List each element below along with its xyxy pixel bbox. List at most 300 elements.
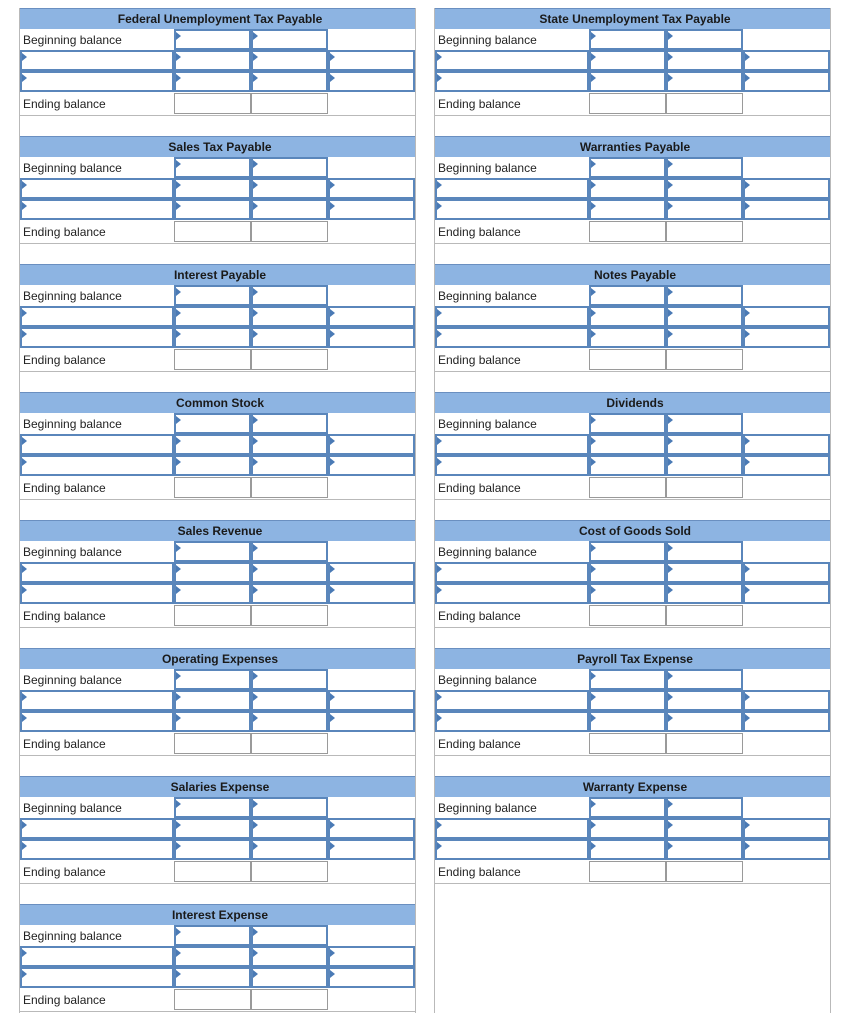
dropdown-arrow-icon xyxy=(591,288,596,296)
account-name-select[interactable] xyxy=(20,199,174,220)
account-header xyxy=(435,520,830,541)
account-name-select[interactable] xyxy=(435,71,589,92)
account-header xyxy=(20,648,415,669)
account-name-select[interactable] xyxy=(435,455,589,476)
entry-row xyxy=(20,967,415,988)
dropdown-arrow-icon xyxy=(22,202,27,210)
dropdown-arrow-icon xyxy=(253,800,258,808)
account-title: Notes Payable xyxy=(593,268,677,282)
credit-input[interactable] xyxy=(251,327,328,348)
account-name-select[interactable] xyxy=(435,839,589,860)
dropdown-arrow-icon xyxy=(22,714,27,722)
dropdown-arrow-icon xyxy=(330,202,335,210)
debit-input[interactable] xyxy=(174,818,251,839)
account-name-select[interactable] xyxy=(20,818,174,839)
debit-input[interactable] xyxy=(589,839,666,860)
dropdown-arrow-icon xyxy=(591,160,596,168)
account-name-select[interactable] xyxy=(435,562,589,583)
credit-input[interactable] xyxy=(251,178,328,199)
beginning-debit-input[interactable] xyxy=(174,413,251,434)
ending-balance-label: Ending balance xyxy=(23,225,106,239)
account-title: State Unemployment Tax Payable xyxy=(539,12,731,26)
account-name-select[interactable] xyxy=(20,583,174,604)
account-header xyxy=(435,776,830,797)
dropdown-arrow-icon xyxy=(176,288,181,296)
beginning-balance-label: Beginning balance xyxy=(23,161,122,175)
dropdown-arrow-icon xyxy=(253,53,258,61)
dropdown-arrow-icon xyxy=(437,53,442,61)
debit-input[interactable] xyxy=(174,455,251,476)
credit-input[interactable] xyxy=(666,711,743,732)
entry-row xyxy=(20,562,415,583)
dropdown-arrow-icon xyxy=(176,800,181,808)
debit-input[interactable] xyxy=(174,306,251,327)
entry-row xyxy=(435,690,830,711)
amount-input[interactable] xyxy=(328,839,415,860)
beginning-credit-input[interactable] xyxy=(666,29,743,50)
beginning-debit-input[interactable] xyxy=(589,797,666,818)
dropdown-arrow-icon xyxy=(330,586,335,594)
beginning-debit-input[interactable] xyxy=(589,285,666,306)
amount-input[interactable] xyxy=(328,583,415,604)
credit-input[interactable] xyxy=(666,327,743,348)
ending-balance-row xyxy=(435,221,830,242)
debit-input[interactable] xyxy=(589,71,666,92)
beginning-balance-row xyxy=(20,541,415,562)
row-divider xyxy=(20,755,415,756)
row-divider xyxy=(20,499,415,500)
account-header xyxy=(20,776,415,797)
debit-input[interactable] xyxy=(589,178,666,199)
beginning-credit-input[interactable] xyxy=(251,413,328,434)
account-name-select[interactable] xyxy=(20,711,174,732)
account-name-select[interactable] xyxy=(435,327,589,348)
entry-row xyxy=(435,711,830,732)
beginning-credit-input[interactable] xyxy=(251,797,328,818)
credit-input[interactable] xyxy=(666,455,743,476)
debit-input[interactable] xyxy=(174,946,251,967)
account-name-select[interactable] xyxy=(435,306,589,327)
entry-row xyxy=(20,455,415,476)
beginning-credit-input[interactable] xyxy=(666,541,743,562)
ending-debit-field xyxy=(174,605,251,626)
account-name-select[interactable] xyxy=(20,455,174,476)
debit-input[interactable] xyxy=(174,562,251,583)
credit-input[interactable] xyxy=(666,818,743,839)
row-divider xyxy=(20,371,415,372)
ending-balance-label: Ending balance xyxy=(23,97,106,111)
amount-input[interactable] xyxy=(743,327,830,348)
amount-input[interactable] xyxy=(328,967,415,988)
amount-input[interactable] xyxy=(743,50,830,71)
credit-input[interactable] xyxy=(666,839,743,860)
ending-balance-label: Ending balance xyxy=(438,865,521,879)
account-name-select[interactable] xyxy=(435,178,589,199)
dropdown-arrow-icon xyxy=(330,821,335,829)
account-title: Sales Revenue xyxy=(177,524,263,538)
dropdown-arrow-icon xyxy=(330,693,335,701)
amount-input[interactable] xyxy=(743,455,830,476)
amount-input[interactable] xyxy=(328,818,415,839)
dropdown-arrow-icon xyxy=(330,458,335,466)
debit-input[interactable] xyxy=(174,178,251,199)
dropdown-arrow-icon xyxy=(22,437,27,445)
account-title: Interest Payable xyxy=(173,268,267,282)
entry-row xyxy=(435,327,830,348)
beginning-debit-input[interactable] xyxy=(174,157,251,178)
account-title: Warranties Payable xyxy=(579,140,691,154)
beginning-balance-label: Beginning balance xyxy=(438,161,537,175)
dropdown-arrow-icon xyxy=(253,160,258,168)
beginning-credit-input[interactable] xyxy=(251,925,328,946)
beginning-balance-label: Beginning balance xyxy=(23,673,122,687)
credit-input[interactable] xyxy=(666,71,743,92)
dropdown-arrow-icon xyxy=(253,458,258,466)
dropdown-arrow-icon xyxy=(745,821,750,829)
dropdown-arrow-icon xyxy=(668,821,673,829)
dropdown-arrow-icon xyxy=(668,458,673,466)
beginning-balance-label: Beginning balance xyxy=(438,673,537,687)
amount-input[interactable] xyxy=(743,199,830,220)
account-name-select[interactable] xyxy=(435,199,589,220)
ending-debit-field xyxy=(589,861,666,882)
amount-input[interactable] xyxy=(328,71,415,92)
account-name-select[interactable] xyxy=(435,50,589,71)
account-name-select[interactable] xyxy=(435,434,589,455)
account-name-select[interactable] xyxy=(20,327,174,348)
dropdown-arrow-icon xyxy=(745,181,750,189)
beginning-balance-label: Beginning balance xyxy=(23,801,122,815)
amount-input[interactable] xyxy=(328,306,415,327)
column-border xyxy=(434,8,435,1013)
credit-input[interactable] xyxy=(666,199,743,220)
beginning-balance-label: Beginning balance xyxy=(23,929,122,943)
dropdown-arrow-icon xyxy=(668,74,673,82)
credit-input[interactable] xyxy=(251,690,328,711)
debit-input[interactable] xyxy=(589,818,666,839)
entry-row xyxy=(435,583,830,604)
debit-input[interactable] xyxy=(589,306,666,327)
beginning-credit-input[interactable] xyxy=(666,413,743,434)
credit-input[interactable] xyxy=(251,199,328,220)
entry-row xyxy=(20,711,415,732)
beginning-balance-label: Beginning balance xyxy=(438,545,537,559)
account-name-select[interactable] xyxy=(20,839,174,860)
entry-row xyxy=(435,839,830,860)
amount-input[interactable] xyxy=(743,306,830,327)
dropdown-arrow-icon xyxy=(253,202,258,210)
dropdown-arrow-icon xyxy=(668,842,673,850)
dropdown-arrow-icon xyxy=(668,288,673,296)
credit-input[interactable] xyxy=(251,306,328,327)
debit-input[interactable] xyxy=(589,50,666,71)
t-account xyxy=(20,264,415,392)
dropdown-arrow-icon xyxy=(745,330,750,338)
credit-input[interactable] xyxy=(666,178,743,199)
beginning-balance-row xyxy=(20,413,415,434)
beginning-credit-input[interactable] xyxy=(251,157,328,178)
amount-input[interactable] xyxy=(743,434,830,455)
ending-debit-field xyxy=(589,221,666,242)
dropdown-arrow-icon xyxy=(437,586,442,594)
entry-row xyxy=(435,455,830,476)
debit-input[interactable] xyxy=(174,327,251,348)
ending-balance-row xyxy=(20,477,415,498)
ending-balance-label: Ending balance xyxy=(23,481,106,495)
debit-input[interactable] xyxy=(589,327,666,348)
ending-balance-label: Ending balance xyxy=(23,353,106,367)
credit-input[interactable] xyxy=(666,50,743,71)
amount-input[interactable] xyxy=(743,71,830,92)
credit-input[interactable] xyxy=(666,690,743,711)
column-border xyxy=(415,8,416,1013)
debit-input[interactable] xyxy=(589,455,666,476)
beginning-balance-row xyxy=(435,797,830,818)
debit-input[interactable] xyxy=(174,711,251,732)
dropdown-arrow-icon xyxy=(591,458,596,466)
entry-row xyxy=(20,839,415,860)
debit-input[interactable] xyxy=(589,583,666,604)
credit-input[interactable] xyxy=(666,583,743,604)
beginning-credit-input[interactable] xyxy=(666,669,743,690)
beginning-balance-row xyxy=(20,797,415,818)
ending-balance-label: Ending balance xyxy=(438,353,521,367)
beginning-debit-input[interactable] xyxy=(589,413,666,434)
debit-input[interactable] xyxy=(174,199,251,220)
debit-input[interactable] xyxy=(174,690,251,711)
t-account xyxy=(435,136,830,264)
account-name-select[interactable] xyxy=(20,946,174,967)
ending-credit-field xyxy=(251,93,328,114)
entry-row xyxy=(20,818,415,839)
account-title: Salaries Expense xyxy=(170,780,270,794)
amount-input[interactable] xyxy=(328,690,415,711)
debit-input[interactable] xyxy=(174,583,251,604)
entry-row xyxy=(20,327,415,348)
dropdown-arrow-icon xyxy=(668,53,673,61)
credit-input[interactable] xyxy=(251,50,328,71)
entry-row xyxy=(435,199,830,220)
credit-input[interactable] xyxy=(666,562,743,583)
dropdown-arrow-icon xyxy=(176,928,181,936)
credit-input[interactable] xyxy=(251,71,328,92)
dropdown-arrow-icon xyxy=(591,309,596,317)
ending-credit-field xyxy=(666,349,743,370)
credit-input[interactable] xyxy=(251,455,328,476)
dropdown-arrow-icon xyxy=(176,672,181,680)
debit-input[interactable] xyxy=(589,199,666,220)
account-name-select[interactable] xyxy=(20,690,174,711)
credit-input[interactable] xyxy=(666,306,743,327)
t-account xyxy=(435,520,830,648)
amount-input[interactable] xyxy=(328,50,415,71)
dropdown-arrow-icon xyxy=(176,458,181,466)
debit-input[interactable] xyxy=(589,711,666,732)
beginning-credit-input[interactable] xyxy=(666,157,743,178)
beginning-debit-input[interactable] xyxy=(174,669,251,690)
account-name-select[interactable] xyxy=(20,562,174,583)
beginning-balance-label: Beginning balance xyxy=(23,289,122,303)
dropdown-arrow-icon xyxy=(668,437,673,445)
dropdown-arrow-icon xyxy=(176,202,181,210)
ending-balance-label: Ending balance xyxy=(438,97,521,111)
row-divider xyxy=(435,499,830,500)
ending-debit-field xyxy=(174,733,251,754)
dropdown-arrow-icon xyxy=(253,714,258,722)
credit-input[interactable] xyxy=(666,434,743,455)
account-title: Warranty Expense xyxy=(582,780,688,794)
credit-input[interactable] xyxy=(251,711,328,732)
dropdown-arrow-icon xyxy=(253,437,258,445)
account-header xyxy=(20,392,415,413)
account-name-select[interactable] xyxy=(20,967,174,988)
beginning-debit-input[interactable] xyxy=(174,797,251,818)
amount-input[interactable] xyxy=(743,839,830,860)
beginning-debit-input[interactable] xyxy=(174,285,251,306)
credit-input[interactable] xyxy=(251,562,328,583)
dropdown-arrow-icon xyxy=(437,458,442,466)
amount-input[interactable] xyxy=(328,946,415,967)
ending-credit-field xyxy=(251,861,328,882)
credit-input[interactable] xyxy=(251,839,328,860)
credit-input[interactable] xyxy=(251,434,328,455)
ending-balance-label: Ending balance xyxy=(23,865,106,879)
account-header xyxy=(20,520,415,541)
account-title: Cost of Goods Sold xyxy=(579,524,691,538)
beginning-debit-input[interactable] xyxy=(174,29,251,50)
amount-input[interactable] xyxy=(743,178,830,199)
dropdown-arrow-icon xyxy=(591,800,596,808)
debit-input[interactable] xyxy=(589,434,666,455)
dropdown-arrow-icon xyxy=(668,800,673,808)
amount-input[interactable] xyxy=(743,711,830,732)
amount-input[interactable] xyxy=(743,690,830,711)
dropdown-arrow-icon xyxy=(330,437,335,445)
account-header xyxy=(20,904,415,925)
row-divider xyxy=(435,371,830,372)
beginning-debit-input[interactable] xyxy=(174,541,251,562)
debit-input[interactable] xyxy=(174,71,251,92)
ending-balance-row xyxy=(20,989,415,1010)
amount-input[interactable] xyxy=(328,455,415,476)
beginning-balance-label: Beginning balance xyxy=(438,417,537,431)
dropdown-arrow-icon xyxy=(330,181,335,189)
credit-input[interactable] xyxy=(251,946,328,967)
account-name-select[interactable] xyxy=(20,71,174,92)
amount-input[interactable] xyxy=(743,562,830,583)
dropdown-arrow-icon xyxy=(330,714,335,722)
account-name-select[interactable] xyxy=(435,690,589,711)
ending-debit-field xyxy=(589,93,666,114)
dropdown-arrow-icon xyxy=(591,565,596,573)
dropdown-arrow-icon xyxy=(22,53,27,61)
debit-input[interactable] xyxy=(174,434,251,455)
account-name-select[interactable] xyxy=(435,583,589,604)
ending-balance-row xyxy=(20,733,415,754)
column-border xyxy=(19,8,20,1013)
beginning-balance-row xyxy=(435,541,830,562)
account-name-select[interactable] xyxy=(435,818,589,839)
debit-input[interactable] xyxy=(174,50,251,71)
dropdown-arrow-icon xyxy=(22,821,27,829)
beginning-debit-input[interactable] xyxy=(589,541,666,562)
debit-input[interactable] xyxy=(174,839,251,860)
amount-input[interactable] xyxy=(328,434,415,455)
dropdown-arrow-icon xyxy=(22,181,27,189)
ending-balance-row xyxy=(435,93,830,114)
dropdown-arrow-icon xyxy=(668,586,673,594)
credit-input[interactable] xyxy=(251,583,328,604)
credit-input[interactable] xyxy=(251,967,328,988)
account-name-select[interactable] xyxy=(20,306,174,327)
debit-input[interactable] xyxy=(174,967,251,988)
dropdown-arrow-icon xyxy=(745,74,750,82)
debit-input[interactable] xyxy=(589,562,666,583)
beginning-debit-input[interactable] xyxy=(589,157,666,178)
beginning-balance-row xyxy=(20,925,415,946)
account-name-select[interactable] xyxy=(20,178,174,199)
account-name-select[interactable] xyxy=(20,434,174,455)
beginning-debit-input[interactable] xyxy=(589,669,666,690)
ending-balance-label: Ending balance xyxy=(438,609,521,623)
beginning-credit-input[interactable] xyxy=(251,29,328,50)
ending-credit-field xyxy=(251,477,328,498)
account-name-select[interactable] xyxy=(435,711,589,732)
dropdown-arrow-icon xyxy=(330,53,335,61)
dropdown-arrow-icon xyxy=(176,842,181,850)
dropdown-arrow-icon xyxy=(591,74,596,82)
dropdown-arrow-icon xyxy=(591,330,596,338)
row-divider xyxy=(20,883,415,884)
ending-credit-field xyxy=(251,989,328,1010)
amount-input[interactable] xyxy=(743,818,830,839)
beginning-debit-input[interactable] xyxy=(589,29,666,50)
amount-input[interactable] xyxy=(328,562,415,583)
debit-input[interactable] xyxy=(589,690,666,711)
beginning-debit-input[interactable] xyxy=(174,925,251,946)
beginning-credit-input[interactable] xyxy=(666,797,743,818)
beginning-credit-input[interactable] xyxy=(251,669,328,690)
account-name-select[interactable] xyxy=(20,50,174,71)
dropdown-arrow-icon xyxy=(253,842,258,850)
beginning-credit-input[interactable] xyxy=(251,285,328,306)
amount-input[interactable] xyxy=(743,583,830,604)
amount-input[interactable] xyxy=(328,178,415,199)
ending-debit-field xyxy=(174,989,251,1010)
dropdown-arrow-icon xyxy=(437,330,442,338)
dropdown-arrow-icon xyxy=(330,565,335,573)
entry-row xyxy=(435,434,830,455)
amount-input[interactable] xyxy=(328,199,415,220)
entry-row xyxy=(435,818,830,839)
ending-debit-field xyxy=(589,349,666,370)
amount-input[interactable] xyxy=(328,711,415,732)
t-account xyxy=(435,648,830,776)
dropdown-arrow-icon xyxy=(253,181,258,189)
beginning-balance-label: Beginning balance xyxy=(23,33,122,47)
dropdown-arrow-icon xyxy=(745,309,750,317)
ending-credit-field xyxy=(251,349,328,370)
amount-input[interactable] xyxy=(328,327,415,348)
dropdown-arrow-icon xyxy=(668,309,673,317)
beginning-balance-row xyxy=(435,413,830,434)
account-header xyxy=(20,8,415,29)
dropdown-arrow-icon xyxy=(591,416,596,424)
beginning-credit-input[interactable] xyxy=(666,285,743,306)
dropdown-arrow-icon xyxy=(176,330,181,338)
credit-input[interactable] xyxy=(251,818,328,839)
beginning-credit-input[interactable] xyxy=(251,541,328,562)
